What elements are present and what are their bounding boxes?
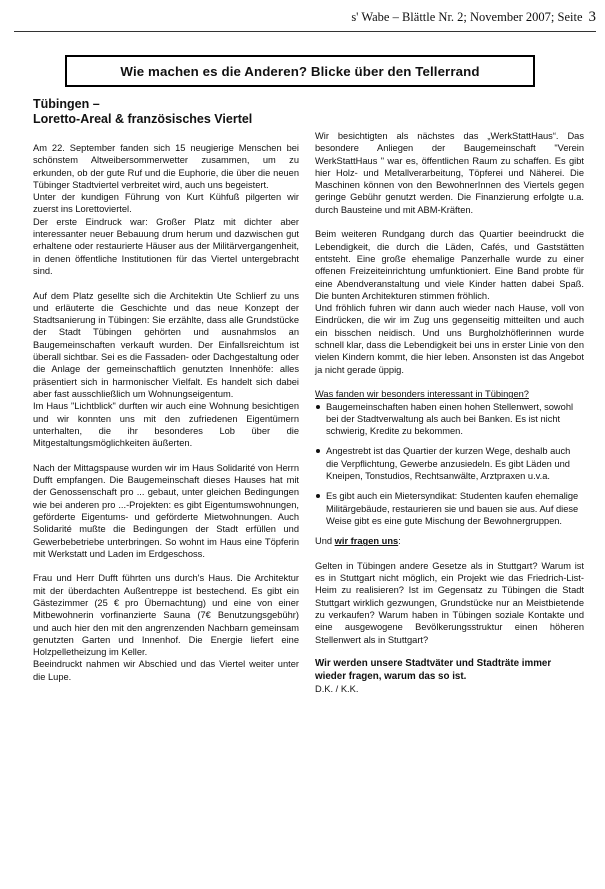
paragraph: Auf dem Platz gesellte sich die Architektin Ute Schlierf zu uns und erläuterte die Geschichte und das neue Konzept der Stadtsanierung in Tübingen: Sie erzählte, dass alle Grundstücke der Stadt Tübingen gehörten und ausnahmslos an Baugemeinschaften verkauft wurden. Der Einfallsreichtum ist überall sichtbar. Sei es die Fassaden- oder Dachgestaltung oder die Anlage der gemeinschaftlich genutzten Innenhöfe: alles präsentiert sich in harmonischer Vielfalt. Es handelt sich dabei aber fast ausschließlich um Wohnungseigentum.: [33, 290, 299, 399]
findings-list: [315, 401, 584, 528]
paragraph: Nach der Mittagspause wurden wir im Haus Solidarité von Herrn Dufft empfangen. Die Baugemeinschaft dieses Hauses hat mit der Genossenschaft pro ... gebaut, unter gleichen Bedingungen wie bei anderen pro ...-Projekten: es gibt Eigentumswohnungen, geförderte Eigentums- und geförderte Mietwohnungen. Auch Solidarité mußte die Bedingungen der Stadt erfüllen und Gewerbebetriebe unterbringen. So wohnt im Haus eine Töpferin mit Werkstatt und Laden im Erdgeschoss.: [33, 462, 299, 559]
article-title-line-1: Tübingen –: [33, 97, 100, 111]
paragraph: Und fröhlich fuhren wir dann auch wieder nach Hause, voll von Eindrücken, die wir im Zug uns gegenseitig mitteilten und auch ein bisschen neidisch. Und uns Burgholzhöflerinnen wurde schnell klar, dass die Lebendigkeit bei uns in erster Linie von den vielen Kindern kommt, die hier leben. Ansonsten ist das Angebot ja nicht gerade üppig.: [315, 303, 584, 375]
article-title-line-2: Loretto-Areal & französisches Viertel: [33, 112, 253, 126]
page-number: 3: [588, 9, 596, 25]
questions-heading-colon: :: [398, 536, 401, 547]
closing-statement: Wir werden unsere Stadtväter und Stadträte immer wieder fragen, warum das so ist.: [315, 658, 552, 682]
questions-heading-plain: Und: [315, 536, 335, 547]
list-item: Angestrebt ist das Quartier der kurzen Wege, deshalb auch die Verpflichtung, Gewerbe anzusiedeln. Es gibt Läden und Kneipen, Tonstudios, Rechtsanwälte, Arztpraxen u.v.a.: [315, 445, 584, 482]
right-column: [315, 130, 584, 695]
list-item: Es gibt auch ein Mietersyndikat: Studenten kaufen ehemalige Militärgebäude, restaurieren sie und bauen sie aus. Auf diese Weise gibt es eine gute Mischung der Bewohnergruppen.: [315, 490, 584, 527]
paragraph: Frau und Herr Dufft führten uns durch's Haus. Die Architektur mit der überdachten Außentreppe ist bestechend. Es gibt ein Gästezimmer (25 € pro Übernachtung) und eine von einer Mitbewohnerin vorfinanzierte Sauna (7€ Benutzungsgebühr) und auch hier den mit den angrenzenden Nachbarn gemeinsam genutzten Garten und Innenhof. Die Energie liefert eine Holzpelletheizung im Keller.: [33, 573, 299, 658]
questions-heading-bold: wir fragen uns: [334, 536, 399, 547]
header-text: s' Wabe – Blättle Nr. 2; November 2007; Seite: [351, 10, 583, 24]
paragraph: Beim weiteren Rundgang durch das Quartier beeindruckt die Lebendigkeit, die durch die Läden, Cafés, und Gaststätten entsteht. Eine große ehemalige Panzerhalle wurde zu einer offenen Freizeiteinrichtung umfunktioniert. Eine Band probte für eine Abendveranstaltung und viele Kinder hatten dabei Spaß. Die bunten Architekturen stimmen fröhlich.: [315, 229, 584, 301]
questions-heading: [315, 535, 584, 547]
list-item: Baugemeinschaften haben einen hohen Stellenwert, sowohl bei der Stadtverwaltung als auch bei Banken. Es ist nicht schwierig, Kredite zu bekommen.: [315, 401, 584, 438]
section-banner: Wie machen es die Anderen? Blicke über den Tellerrand: [65, 55, 535, 87]
article-title: [33, 97, 299, 127]
page-header: [14, 4, 596, 32]
paragraph: Beeindruckt nahmen wir Abschied und das Viertel weiter unter die Lupe.: [33, 659, 299, 682]
left-column: [33, 97, 299, 683]
paragraph: Wir besichtigten als nächstes das „WerkStattHaus“. Das besondere Anliegen der Baugemeinschaft "Verein WerkStattHaus " war es, öffentlichen Raum zu schaffen. Es gibt hier Holz- und Metallverarbeitung, Töpferei und Näherei. Die Maschinen können von den BewohnerInnen des Viertels gegen geringe Gebühr genutzt werden. Die Finanzierung erfolgte u.a. durch Bausteine und mit ABM-Kräften.: [315, 131, 584, 215]
signature: D.K. / K.K.: [315, 684, 359, 695]
paragraph: Im Haus "Lichtblick" durften wir auch eine Wohnung besichtigen und wir konnten uns mit den zufriedenen Eigentümern unterhalten, die ihr besonderes Lob über die Mitgestaltungsmöglichkeiten äußerten.: [33, 401, 299, 449]
interesting-heading: Was fanden wir besonders interessant in Tübingen?: [315, 389, 529, 400]
paragraph: Unter der kundigen Führung von Kurt Kühfuß pilgerten wir zuerst ins Lorettoviertel.: [33, 192, 299, 215]
paragraph: Der erste Eindruck war: Großer Platz mit dichter aber interessanter neuer Bebauung drum herum und dazwischen gut erhaltene oder restaurierte Häuser aus der Militärvergangenheit, in denen öffentliche Institutionen für das Viertel untergebracht sind.: [33, 216, 299, 276]
questions-paragraph: Gelten in Tübingen andere Gesetze als in Stuttgart? Warum ist es in Stuttgart nicht möglich, ein Projekt wie das Friedrich-List-Heim zu realisieren? Ist im Gegensatz zu Tübingen die Stadt Stuttgart wirklich gezwungen, Grundstücke nur an Meistbietende zu verkaufen? Warum haben in Tübingen soziale Kontakte und eine ausgewogene Bevölkerungsstruktur einen höheren Stellenwert als in Stuttgart?: [315, 560, 584, 645]
paragraph: Am 22. September fanden sich 15 neugierige Menschen bei schönstem Altweibersommerwetter zusammen, um zu erkunden, ob der gute Ruf und die Euphorie, die über die neuen Tübinger Stadtviertel verbreitet wird, auch uns begeistert.: [33, 143, 299, 190]
